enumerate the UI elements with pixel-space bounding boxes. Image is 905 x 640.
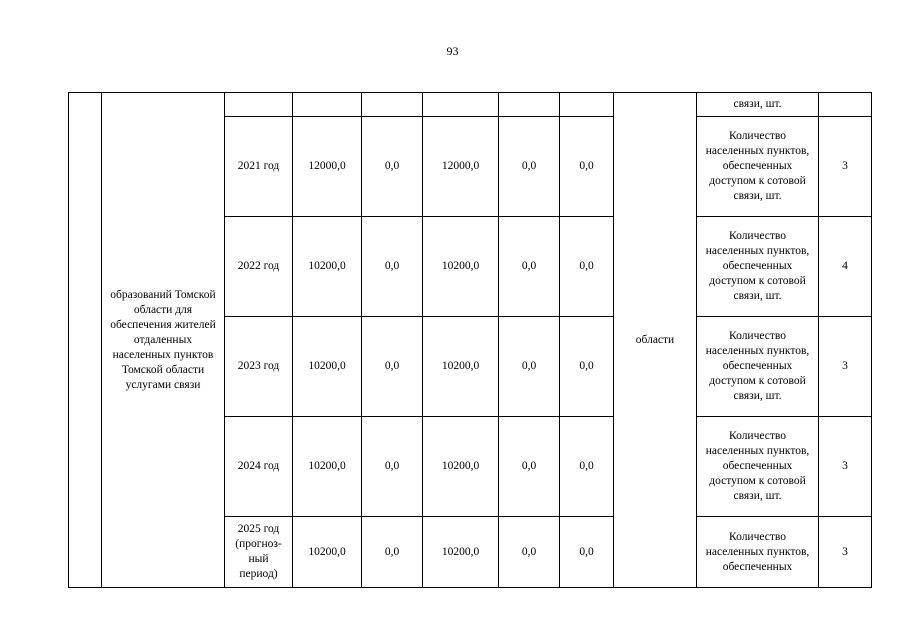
federal-cell: 0,0 (362, 317, 423, 417)
other-cell: 0,0 (560, 217, 614, 317)
number-cell (69, 93, 102, 588)
local-cell (499, 93, 560, 117)
total-cell: 12000,0 (293, 117, 362, 217)
indicator-cell: Количество населенных пунктов, обеспеченных доступом к сотовой связи, шт. (697, 217, 819, 317)
federal-cell: 0,0 (362, 217, 423, 317)
regional-cell: 10200,0 (423, 417, 499, 517)
other-cell: 0,0 (560, 117, 614, 217)
other-cell: 0,0 (560, 517, 614, 588)
federal-cell: 0,0 (362, 117, 423, 217)
local-cell: 0,0 (499, 517, 560, 588)
regional-cell: 12000,0 (423, 117, 499, 217)
year-cell: 2023 год (225, 317, 293, 417)
year-cell: 2021 год (225, 117, 293, 217)
other-cell: 0,0 (560, 317, 614, 417)
regional-cell: 10200,0 (423, 217, 499, 317)
indicator-cell: Количество населенных пунктов, обеспеченных доступом к сотовой связи, шт. (697, 317, 819, 417)
indicator-cell: связи, шт. (697, 93, 819, 117)
page-number: 93 (446, 44, 459, 58)
total-cell: 10200,0 (293, 517, 362, 588)
indicator-cell: Количество населенных пунктов, обеспеченных (697, 517, 819, 588)
local-cell: 0,0 (499, 217, 560, 317)
total-cell: 10200,0 (293, 217, 362, 317)
federal-cell: 0,0 (362, 417, 423, 517)
total-cell: 10200,0 (293, 417, 362, 517)
table-row (69, 93, 872, 117)
local-cell: 0,0 (499, 317, 560, 417)
other-cell (560, 93, 614, 117)
local-cell: 0,0 (499, 117, 560, 217)
regional-cell: 10200,0 (423, 517, 499, 588)
indicator-value-cell: 3 (819, 117, 872, 217)
indicator-value-cell: 3 (819, 317, 872, 417)
executor-cell: области (614, 93, 697, 588)
indicator-value-cell: 4 (819, 217, 872, 317)
indicator-cell: Количество населенных пунктов, обеспеченных доступом к сотовой связи, шт. (697, 417, 819, 517)
indicator-cell: Количество населенных пунктов, обеспеченных доступом к сотовой связи, шт. (697, 117, 819, 217)
program-table (68, 92, 872, 588)
regional-cell (423, 93, 499, 117)
regional-cell: 10200,0 (423, 317, 499, 417)
indicator-value-cell (819, 93, 872, 117)
indicator-value-cell: 3 (819, 517, 872, 588)
year-cell (225, 93, 293, 117)
year-cell: 2024 год (225, 417, 293, 517)
measure-name-cell: образований Томской области для обеспечения жителей отдаленных населенных пунктов Томской области услугами связи (102, 93, 225, 588)
total-cell: 10200,0 (293, 317, 362, 417)
total-cell (293, 93, 362, 117)
indicator-value-cell: 3 (819, 417, 872, 517)
federal-cell: 0,0 (362, 517, 423, 588)
federal-cell (362, 93, 423, 117)
year-cell: 2022 год (225, 217, 293, 317)
other-cell: 0,0 (560, 417, 614, 517)
year-cell: 2025 год (прогноз-ный период) (225, 517, 293, 588)
local-cell: 0,0 (499, 417, 560, 517)
